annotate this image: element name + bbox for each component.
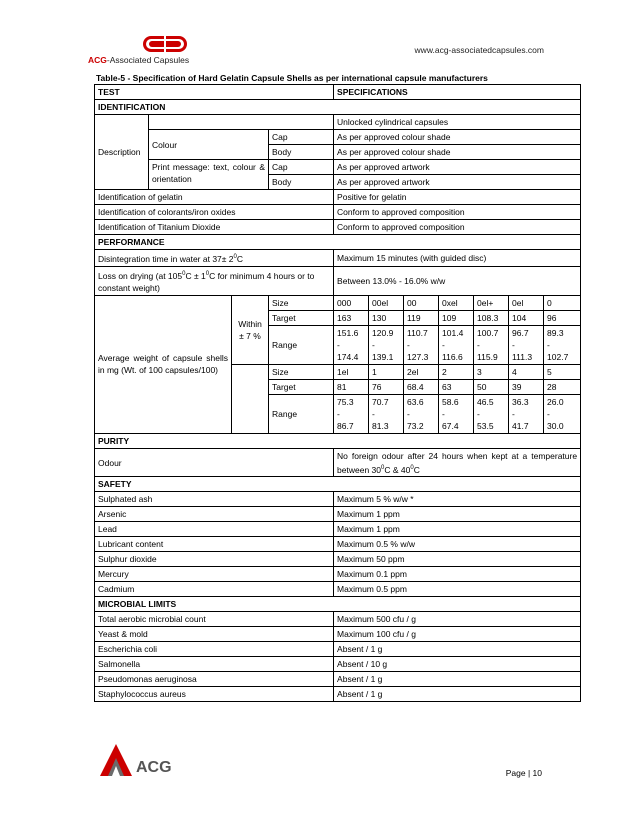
header-logo xyxy=(88,34,248,64)
body-label: Body xyxy=(269,175,334,190)
table-row xyxy=(95,448,581,477)
odour-test: Odour xyxy=(95,448,334,477)
spec-cell: Maximum 0.5 % w/w xyxy=(334,537,581,552)
test-cell: Staphylococcus aureus xyxy=(95,687,334,702)
test-cell: Lead xyxy=(95,522,334,537)
spec-cell: Maximum 50 ppm xyxy=(334,552,581,567)
col-spec-header: SPECIFICATIONS xyxy=(334,85,581,100)
target-cell: 39 xyxy=(509,379,544,394)
table-row xyxy=(95,672,581,687)
disintegration-test: Disintegration time in water at $37\pm 2^0C$ xyxy=(95,250,334,267)
size-cell: 1 xyxy=(369,364,404,379)
table-row xyxy=(95,627,581,642)
within-label: Within ± 7 % xyxy=(232,295,269,364)
blank-cell xyxy=(149,115,334,130)
target-label: Target xyxy=(269,379,334,394)
target-label: Target xyxy=(269,310,334,325)
spec-cell: Maximum 0.1 ppm xyxy=(334,567,581,582)
target-cell: 63 xyxy=(439,379,474,394)
size-cell: 5 xyxy=(544,364,581,379)
section-row xyxy=(95,235,581,250)
table-row xyxy=(95,522,581,537)
header-url[interactable]: www.acg-associatedcapsules.com xyxy=(414,45,544,55)
test-cell: Cadmium xyxy=(95,582,334,597)
target-cell: 104 xyxy=(509,310,544,325)
test-cell: Total aerobic microbial count xyxy=(95,612,334,627)
test-cell: Arsenic xyxy=(95,507,334,522)
table-row xyxy=(95,205,581,220)
section-performance: PERFORMANCE xyxy=(95,235,581,250)
test-cell: Lubricant content xyxy=(95,537,334,552)
table-header-row xyxy=(95,85,581,100)
disintegration-spec: Maximum 15 minutes (with guided disc) xyxy=(334,250,581,267)
odour-spec: No foreign odour after 24 hours when kept at a temperature between $30^0C$ & $40^0C$ xyxy=(334,448,581,477)
description-label: Description xyxy=(95,115,149,190)
spec-cell: Maximum 1 ppm xyxy=(334,507,581,522)
test-cell: Identification of gelatin xyxy=(95,190,334,205)
table-row xyxy=(95,552,581,567)
blank-cell xyxy=(232,364,269,433)
colour-cap-spec: As per approved colour shade xyxy=(334,130,581,145)
range-cell: 120.9 - 139.1 xyxy=(369,325,404,364)
range-label: Range xyxy=(269,325,334,364)
test-cell: Salmonella xyxy=(95,657,334,672)
target-cell: 28 xyxy=(544,379,581,394)
range-cell: 58.6 - 67.4 xyxy=(439,394,474,433)
table-row xyxy=(95,160,581,175)
test-cell: Pseudomonas aeruginosa xyxy=(95,672,334,687)
target-cell: 96 xyxy=(544,310,581,325)
range-cell: 100.7 - 115.9 xyxy=(474,325,509,364)
spec-cell: Maximum 1 ppm xyxy=(334,522,581,537)
spec-cell: Maximum 5 % w/w * xyxy=(334,492,581,507)
test-cell: Yeast & mold xyxy=(95,627,334,642)
table-row xyxy=(95,115,581,130)
table-row xyxy=(95,220,581,235)
table-row xyxy=(95,190,581,205)
table-row xyxy=(95,657,581,672)
size-cell: 4 xyxy=(509,364,544,379)
size-cell: 0 xyxy=(544,295,581,310)
section-row xyxy=(95,433,581,448)
section-safety: SAFETY xyxy=(95,477,581,492)
range-cell: 70.7 - 81.3 xyxy=(369,394,404,433)
print-cap-spec: As per approved artwork xyxy=(334,160,581,175)
table-row xyxy=(95,130,581,145)
range-cell: 26.0 - 30.0 xyxy=(544,394,581,433)
target-cell: 109 xyxy=(439,310,474,325)
target-cell: 163 xyxy=(334,310,369,325)
range-cell: 75.3 - 86.7 xyxy=(334,394,369,433)
size-cell: 1el xyxy=(334,364,369,379)
section-row xyxy=(95,100,581,115)
target-cell: 76 xyxy=(369,379,404,394)
test-cell: Identification of colorants/iron oxides xyxy=(95,205,334,220)
footer-logo xyxy=(98,742,182,778)
spec-cell: Absent / 1 g xyxy=(334,687,581,702)
spec-cell: Absent / 10 g xyxy=(334,657,581,672)
table-row xyxy=(95,612,581,627)
target-cell: 50 xyxy=(474,379,509,394)
test-cell: Identification of Titanium Dioxide xyxy=(95,220,334,235)
cap-label: Cap xyxy=(269,130,334,145)
range-cell: 110.7 - 127.3 xyxy=(404,325,439,364)
test-cell: Sulphur dioxide xyxy=(95,552,334,567)
range-label: Range xyxy=(269,394,334,433)
target-cell: 108.3 xyxy=(474,310,509,325)
size-cell: 0el xyxy=(509,295,544,310)
target-cell: 81 xyxy=(334,379,369,394)
size-cell: 00el xyxy=(369,295,404,310)
unlocked-spec: Unlocked cylindrical capsules xyxy=(334,115,581,130)
specification-table xyxy=(94,84,581,702)
body-label: Body xyxy=(269,145,334,160)
size-cell: 000 xyxy=(334,295,369,310)
table-row xyxy=(95,492,581,507)
size-label: Size xyxy=(269,364,334,379)
table-row xyxy=(95,567,581,582)
lod-spec: Between 13.0% - 16.0% w/w xyxy=(334,266,581,295)
col-test-header: TEST xyxy=(95,85,334,100)
cap-label: Cap xyxy=(269,160,334,175)
header-logo-text: ACG-Associated Capsules xyxy=(88,55,190,65)
size-cell: 3 xyxy=(474,364,509,379)
size-cell: 2el xyxy=(404,364,439,379)
spec-cell: Absent / 1 g xyxy=(334,642,581,657)
lod-test: Loss on drying (at $105^0C \pm 1^0C$ for minimum 4 hours or to constant weight) xyxy=(95,266,334,295)
spec-cell: Conform to approved composition xyxy=(334,205,581,220)
table-row xyxy=(95,582,581,597)
page-number: Page | 10 xyxy=(505,768,542,778)
range-cell: 63.6 - 73.2 xyxy=(404,394,439,433)
spec-cell: Absent / 1 g xyxy=(334,672,581,687)
test-cell: Mercury xyxy=(95,567,334,582)
spec-cell: Maximum 100 cfu / g xyxy=(334,627,581,642)
range-cell: 46.5 - 53.5 xyxy=(474,394,509,433)
table-row xyxy=(95,266,581,295)
table-row xyxy=(95,642,581,657)
size-cell: 0el+ xyxy=(474,295,509,310)
print-message-label: Print message: text, colour & orientation xyxy=(149,160,269,190)
footer-logo-text: ACG xyxy=(136,759,172,776)
range-cell: 96.7 - 111.3 xyxy=(509,325,544,364)
table-row xyxy=(95,537,581,552)
spec-cell: Maximum 0.5 ppm xyxy=(334,582,581,597)
target-cell: 119 xyxy=(404,310,439,325)
size-cell: 2 xyxy=(439,364,474,379)
table-title: Table-5 - Specification of Hard Gelatin Capsule Shells as per international capsule manufacturers xyxy=(96,73,488,83)
test-cell: Escherichia coli xyxy=(95,642,334,657)
colour-body-spec: As per approved colour shade xyxy=(334,145,581,160)
target-cell: 130 xyxy=(369,310,404,325)
print-body-spec: As per approved artwork xyxy=(334,175,581,190)
size-cell: 0xel xyxy=(439,295,474,310)
test-cell: Sulphated ash xyxy=(95,492,334,507)
section-identification: IDENTIFICATION xyxy=(95,100,581,115)
section-purity: PURITY xyxy=(95,433,581,448)
spec-cell: Maximum 500 cfu / g xyxy=(334,612,581,627)
range-cell: 36.3 - 41.7 xyxy=(509,394,544,433)
target-cell: 68.4 xyxy=(404,379,439,394)
acg-logo-mark-icon xyxy=(142,34,188,54)
section-microbial: MICROBIAL LIMITS xyxy=(95,597,581,612)
spec-cell: Conform to approved composition xyxy=(334,220,581,235)
range-cell: 101.4 - 116.6 xyxy=(439,325,474,364)
table-row xyxy=(95,295,581,310)
size-label: Size xyxy=(269,295,334,310)
table-row xyxy=(95,507,581,522)
table-row xyxy=(95,687,581,702)
range-cell: 151.6 - 174.4 xyxy=(334,325,369,364)
avg-weight-label: Average weight of capsule shells in mg (Wt. of 100 capsules/100) xyxy=(95,295,232,433)
table-row xyxy=(95,250,581,267)
colour-label: Colour xyxy=(149,130,269,160)
range-cell: 89.3 - 102.7 xyxy=(544,325,581,364)
size-cell: 00 xyxy=(404,295,439,310)
spec-cell: Positive for gelatin xyxy=(334,190,581,205)
section-row xyxy=(95,597,581,612)
section-row xyxy=(95,477,581,492)
